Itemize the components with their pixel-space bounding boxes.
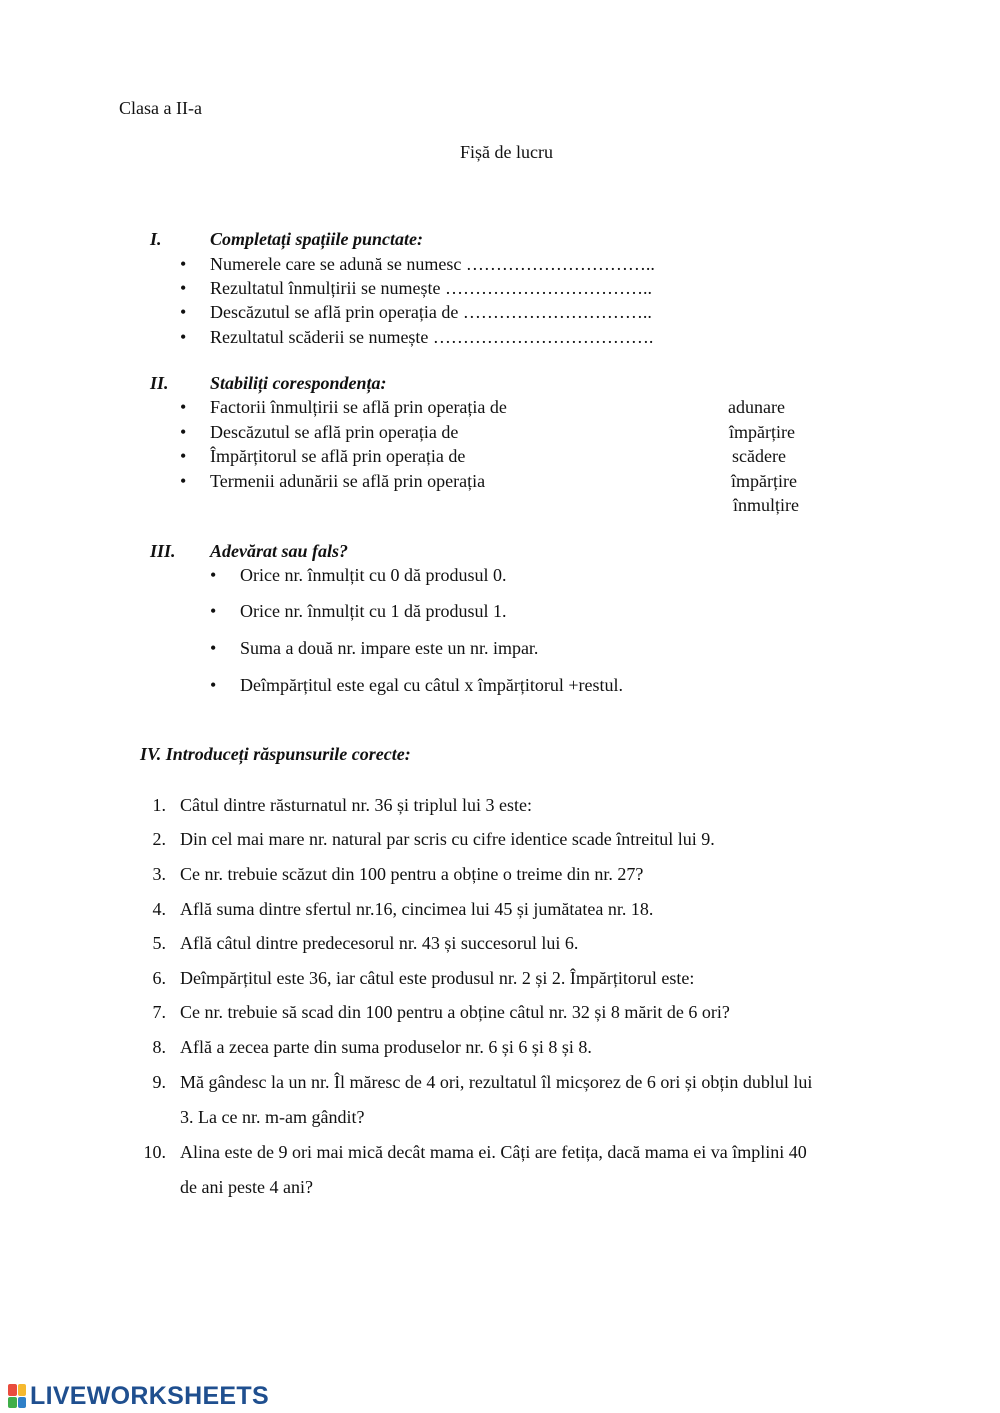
question-text: Din cel mai mare nr. natural par scris cu cifre identice scade întreitul lui 9. xyxy=(180,829,715,849)
page-title: Fișă de lucru xyxy=(460,142,553,162)
question-text: Alina este de 9 ori mai mică decât mama ei. Câți are fetița, dacă mama ei va împlini 40 xyxy=(180,1142,807,1162)
question-2 xyxy=(152,828,715,850)
true-false-item-2: • Orice nr. înmulțit cu 1 dă produsul 1. xyxy=(240,600,506,622)
question-6 xyxy=(152,967,695,989)
question-text: 3. La ce nr. m-am gândit? xyxy=(180,1107,365,1127)
match-item-3: • Împărțitorul se află prin operația de xyxy=(210,445,465,467)
fill-item-3: • Descăzutul se află prin operația de ………………………….. xyxy=(210,301,652,323)
question-number: 8. xyxy=(152,1037,166,1057)
question-number: 9. xyxy=(152,1072,166,1092)
class-label: Clasa a II-a xyxy=(119,98,202,118)
question-number: 1. xyxy=(152,795,166,815)
match-option-2: împărțire xyxy=(729,422,795,442)
section-3-number: III. xyxy=(150,541,176,561)
true-false-item-3: • Suma a două nr. impare este un nr. impar. xyxy=(240,637,538,659)
section-1-number: I. xyxy=(150,229,162,249)
question-text: Află câtul dintre predecesorul nr. 43 și succesorul lui 6. xyxy=(180,933,579,953)
question-3 xyxy=(152,863,644,885)
question-text: Ce nr. trebuie scăzut din 100 pentru a obține o treime din nr. 27? xyxy=(180,864,644,884)
question-number: 4. xyxy=(152,899,166,919)
question-10 xyxy=(143,1141,807,1163)
fill-item-1: • Numerele care se adună se numesc ………………………….. xyxy=(210,253,655,275)
question-9 xyxy=(152,1071,813,1093)
question-text: de ani peste 4 ani? xyxy=(180,1177,313,1197)
fill-item-2: • Rezultatul înmulțirii se numește …………………………….. xyxy=(210,277,652,299)
question-5 xyxy=(152,932,579,954)
section-3-title: Adevărat sau fals? xyxy=(210,541,349,561)
match-option-5: înmulțire xyxy=(733,495,799,515)
true-false-item-4: • Deîmpărțitul este egal cu câtul x împărțitorul +restul. xyxy=(240,674,623,696)
section-2-number: II. xyxy=(150,373,169,393)
question-number: 6. xyxy=(152,968,166,988)
question-text: Câtul dintre răsturnatul nr. 36 și triplul lui 3 este: xyxy=(180,795,532,815)
match-option-3: scădere xyxy=(732,446,786,466)
question-text: Află a zecea parte din suma produselor nr. 6 și 6 și 8 și 8. xyxy=(180,1037,592,1057)
question-number: 2. xyxy=(152,829,166,849)
question-4 xyxy=(152,898,654,920)
logo-wordmark: LIVEWORKSHEETS xyxy=(30,1381,269,1410)
match-item-1: • Factorii înmulțirii se află prin operația de xyxy=(210,396,507,418)
question-9-continued xyxy=(180,1106,364,1128)
match-option-4: împărțire xyxy=(731,471,797,491)
question-7 xyxy=(152,1001,730,1023)
logo-cube-icon xyxy=(8,1384,26,1408)
true-false-item-1: • Orice nr. înmulțit cu 0 dă produsul 0. xyxy=(240,564,506,586)
question-number: 10. xyxy=(143,1142,166,1162)
question-10-continued xyxy=(180,1176,313,1198)
question-number: 5. xyxy=(152,933,166,953)
match-option-1: adunare xyxy=(728,397,785,417)
match-item-2: • Descăzutul se află prin operația de xyxy=(210,421,458,443)
question-number: 3. xyxy=(152,864,166,884)
question-text: Ce nr. trebuie să scad din 100 pentru a obține câtul nr. 32 și 8 mărit de 6 ori? xyxy=(180,1002,730,1022)
section-2-title: Stabiliți corespondența: xyxy=(210,373,387,393)
question-text: Deîmpărțitul este 36, iar câtul este produsul nr. 2 și 2. Împărțitorul este: xyxy=(180,968,695,988)
question-1 xyxy=(152,794,532,816)
question-text: Află suma dintre sfertul nr.16, cincimea lui 45 și jumătatea nr. 18. xyxy=(180,899,654,919)
liveworksheets-logo xyxy=(8,1383,269,1409)
question-number: 7. xyxy=(152,1002,166,1022)
question-8 xyxy=(152,1036,592,1058)
question-text: Mă gândesc la un nr. Îl măresc de 4 ori, rezultatul îl micșorez de 6 ori și obțin dublul lui xyxy=(180,1072,813,1092)
section-1-title: Completați spațiile punctate: xyxy=(210,229,423,249)
match-item-4: • Termenii adunării se află prin operația xyxy=(210,470,485,492)
section-4-title: IV. Introduceți răspunsurile corecte: xyxy=(140,744,411,764)
fill-item-4: • Rezultatul scăderii se numește ………………………………. xyxy=(210,326,653,348)
